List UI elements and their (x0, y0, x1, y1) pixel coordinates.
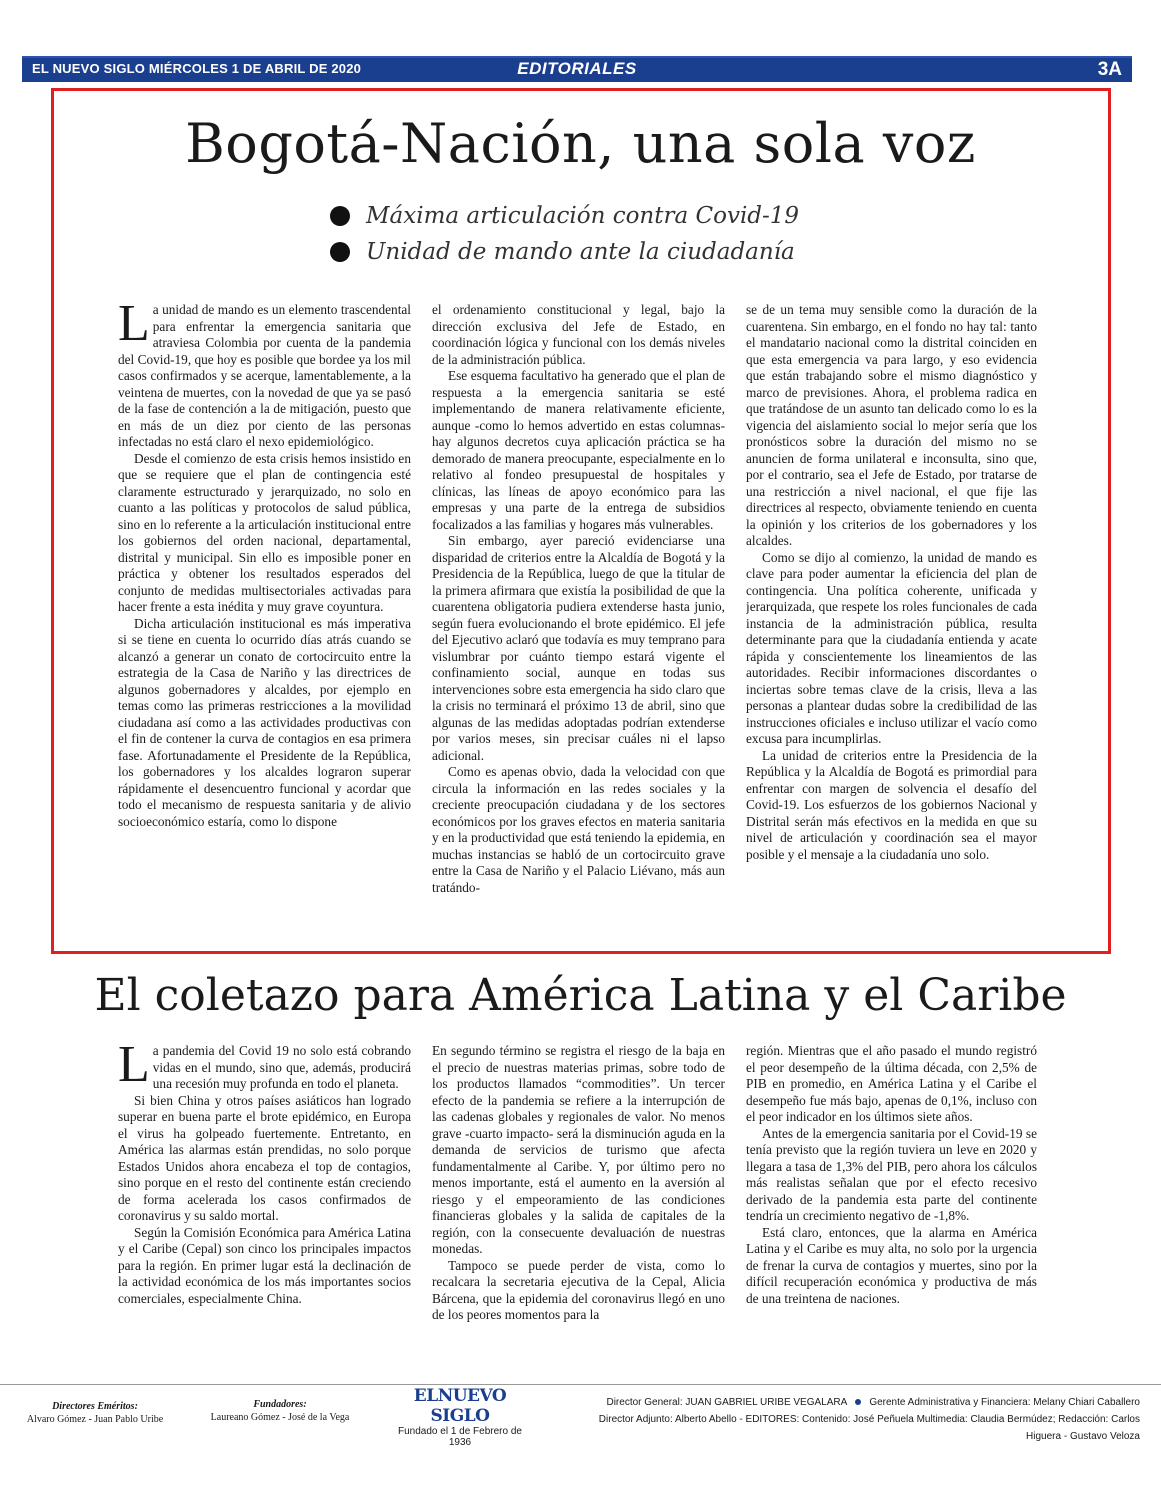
drop-cap: L (118, 302, 150, 352)
gerente: Gerente Administrativa y Financiera: Melany Chiari Caballero (869, 1397, 1140, 1408)
paragraph: En segundo término se registra el riesgo de la baja en el precio de nuestras materias primas, sobre todo de los productos llamados “commodities”. Un tercer efecto de la pandemia se refiere a la interrupción de las cadenas globales y regionales de valor. No menos grave -cuarto impacto- será la disminución aguda en la demanda de servicios de turismo que afecta fundamentalmente al Caribe. Y, por último pero no menos importante, está el aumento en la aversión al riesgo y el empeoramiento de las condiciones financieras globales y la salida de capitales de la región, con la consecuente devaluación de nuestras monedas. (432, 1043, 725, 1256)
editorial1-column-1 (118, 302, 411, 934)
paragraph: La unidad de mando es un elemento trascendental para enfrentar la emergencia sanitaria que atraviesa Colombia por cuenta de la pandemia del Covid-19, que hoy es posible que bordee ya los mil casos confirmados y se acerque, lamentablemente, a la veintena de muertes, con la novedad de que ya se pasó de la fase de contención a la de mitigación, puesto que en más de un diez por ciento de las personas infectadas no está claro el nexo epidemiológico. (118, 302, 411, 449)
bullet-dot-icon (330, 206, 350, 226)
editorial1-column-3 (746, 302, 1037, 934)
bullet-item (330, 234, 799, 270)
bullet-item (330, 198, 799, 234)
page-number: 3A (1097, 59, 1122, 80)
masthead-date: EL NUEVO SIGLO MIÉRCOLES 1 DE ABRIL DE 2020 (32, 61, 362, 76)
newspaper-logo (395, 1386, 525, 1448)
staff-line-2: Director Adjunto: Alberto Abello - EDITORES: Contenido: José Peñuela Multimedia: Claudia Bermúdez; Redacción: Carlos Higuera - Gustavo Veloza (598, 1414, 1140, 1442)
paragraph: Antes de la emergencia sanitaria por el Covid-19 se tenía previsto que la región tuviera un leve en 2020 y llegara a tasa de 1,3% del PIB, pero ahora los cálculos más realistas señalan que por el efecto recesivo derivado de la pandemia esta parte del continente tendría un crecimiento negativo de -1,8%. (746, 1125, 1037, 1223)
paragraph: Está claro, entonces, que la alarma en América Latina y el Caribe es muy alta, no solo por la urgencia de frenar la curva de contagios y muertes, sino por la difícil recuperación económica y productiva de más de una treintena de naciones. (746, 1224, 1037, 1306)
paragraph: Desde el comienzo de esta crisis hemos insistido en que se requiere que el plan de contingencia esté claramente estructurado y jerarquizado, no solo en cuanto a las políticas y protocolos de salud pública, sino en lo referente a la articulación institucional entre los gobiernos del orden nacional, departamental, distrital y municipal. Sin ello es imposible poner en práctica y obtener los resultados esperados del conjunto de medidas multisectoriales activadas para hacer frente a esta inédita y muy grave coyuntura. (118, 450, 411, 614)
paragraph: Dicha articulación institucional es más imperativa si se tiene en cuenta lo ocurrido días atrás cuando se alcanzó a generar un conato de cortocircuito entre la estrategia de la Casa de Nariño y las directrices de algunos gobernadores y alcaldes, por ejemplo en temas como las primeras restricciones a la movilidad ciudadana así como a las actividades productivas con el fin de contener la curva de contagios en esa primera fase. Afortunadamente el Presidente de la República, los gobernadores y los alcaldes lograron superar rápidamente el desencuentro funcional y acordar que todo el mecanismo de respuesta sanitaria y de alivio socioeconómico estaría, como lo dispone (118, 615, 411, 829)
staff-credits (580, 1394, 1140, 1445)
bullet-text: Unidad de mando ante la ciudadanía (366, 239, 795, 265)
paragraph: el ordenamiento constitucional y legal, bajo la dirección exclusiva del Jefe de Estado, en coordinación lógica y funcional con los demás niveles de la administración pública. (432, 302, 725, 367)
paragraph: Sin embargo, ayer pareció evidenciarse una disparidad de criterios entre la Alcaldía de Bogotá y la Presidencia de la República, luego de que la titular de la primera afirmara que existía la posibilidad de que la cuarentena obligatoria pudiera extenderse hasta junio, según fuera evolucionando el brote epidémico. El jefe del Ejecutivo aclaró que todavía es muy temprano para vislumbrar por cuánto tiempo estará vigente el confinamiento social, aunque en todas sus intervenciones sobre esta emergencia ha sido claro que la crisis no terminará el próximo 13 de abril, sino que algunas de las medidas adoptadas podrían extenderse por varios meses, sin precisar cuáles ni el lapso adicional. (432, 533, 725, 763)
director-general: Director General: JUAN GABRIEL URIBE VEGALARA (606, 1397, 848, 1408)
paragraph: región. Mientras que el año pasado el mundo registró el peor desempeño de la última década, con 2,5% de PIB en promedio, en América Latina y el Caribe el desempeño fue más bajo, apenas de 0,1%, incluso con el peor indicador en los últimos siete años. (746, 1043, 1037, 1124)
footer-emeritos (20, 1400, 170, 1426)
editorial1-column-2 (432, 302, 725, 934)
masthead (22, 56, 1132, 82)
paragraph: La unidad de criterios entre la Presidencia de la República y la Alcaldía de Bogotá es primordial para enfrentar con margen de solvencia el desafío del Covid-19. Los esfuerzos de los gobiernos Nacional y Distrital serán más efectivos en la medida en que su nivel de articulación y coordinación sea el mayor posible y el mensaje a la ciudadanía uno solo. (746, 747, 1037, 862)
paragraph: Según la Comisión Económica para América Latina y el Caribe (Cepal) son cinco los principales impactos para la región. En primer lugar está la declinación de la actividad económica de los más importantes socios comerciales, especialmente China. (118, 1224, 411, 1306)
paragraph: Ese esquema facultativo ha generado que el plan de respuesta a la emergencia sanitaria se esté implementando de manera relativamente eficiente, aunque -como lo hemos advertido en estas columnas- hay algunos decretos cuya aplicación práctica se ha demorado de manera preocupante, especialmente en lo relativo al fondeo presupuestal de hospitales y clínicas, las líneas de apoyo económico para las empresas y una parte de la entrega de subsidios focalizados a las familias y hogares más vulnerables. (432, 368, 725, 532)
paragraph: Como se dijo al comienzo, la unidad de mando es clave para poder aumentar la eficiencia del plan de contingencia. Una política coherente, unificada y jerarquizada, que respete los roles funcionales de cada instancia de la administración pública, resulta determinante para que la ciudadanía entienda y acate rápida y conscientemente los lineamientos de las autoridades. Recibir informaciones discordantes o inciertas sobre temas clave de la crisis, lleva a las personas a plantear dudas sobre la credibilidad de las instrucciones oficiales e incluso utilizar el vacío como excusa para incumplirlas. (746, 549, 1037, 746)
logo-text: ELNUEVO SIGLO (413, 1386, 507, 1426)
bullet-text: Máxima articulación contra Covid-19 (366, 203, 800, 229)
editorial2-title: El coletazo para América Latina y el Caribe (94, 970, 1067, 1021)
staff-line-1 (580, 1394, 1140, 1411)
editorial2-column-1 (118, 1043, 411, 1361)
footer-fundadores (205, 1398, 355, 1424)
editorial1-bullets (330, 198, 799, 270)
paragraph: Tampoco se puede perder de vista, como lo recalcara la secretaria ejecutiva de la Cepal, Alicia Bárcena, que la epidemia del coronavirus llegó en uno de los peores momentos para la (432, 1257, 725, 1322)
separator-dot-icon (855, 1399, 861, 1405)
paragraph: Como es apenas obvio, dada la velocidad con que circula la información en las redes sociales y la creciente preocupación ciudadana y de los sectores económicos por los graves efectos en materia sanitaria y en la productividad que está teniendo la epidemia, en muchas instancias se habló de un cortocircuito grave entre la Casa de Nariño y el Palacio Liévano, más aun tratándo- (432, 764, 725, 895)
editorial2-column-2 (432, 1043, 725, 1361)
footer-label: Directores Eméritos: (52, 1401, 138, 1412)
footer-label: Fundadores: (253, 1399, 307, 1410)
footer-names: Laureano Gómez - José de la Vega (210, 1412, 350, 1423)
editorial1-title: Bogotá-Nación, una sola voz (185, 112, 976, 175)
paragraph: se de un tema muy sensible como la duración de la cuarentena. Sin embargo, en el fondo no hay tal: tanto el mandatario nacional como la distrital coinciden en que esta emergencia va para largo, y eso evidencia que están trabajando sobre el mismo diagnóstico y marco de previsiones. Ahora, el problema radica en que tratándose de un asunto tan delicado como lo es la vigencia del aislamiento social lo mejor sería que los pronósticos sobre la duración del mismo no se anuncien de forma unilateral e inconsulta, sino que, por el contrario, sea el Jefe de Estado, por tratarse de una restricción a nivel nacional, el que fije las directrices al respecto, obviamente teniendo en cuenta la opinión y los criterios de los gobernadores y los alcaldes. (746, 302, 1037, 548)
paragraph: La pandemia del Covid 19 no solo está cobrando vidas en el mundo, sino que, además, producirá una recesión muy profunda en todo el planeta. (118, 1043, 411, 1093)
editorial2-column-3 (746, 1043, 1037, 1361)
bullet-dot-icon (330, 242, 350, 262)
footer-names: Alvaro Gómez - Juan Pablo Uribe (26, 1414, 164, 1425)
founded-date: Fundado el 1 de Febrero de 1936 (398, 1426, 522, 1448)
paragraph: Si bien China y otros países asiáticos han logrado superar en buena parte el brote epidémico, en Europa el virus ha golpeado fuertemente. Entretanto, en América las alarmas están prendidas, no solo porque Estados Unidos ahora encabeza el top de contagios, sino porque en el resto del continente están creciendo de forma acelerada los casos confirmados de coronavirus y su saldo mortal. (118, 1092, 411, 1223)
section-title: EDITORIALES (517, 59, 637, 78)
drop-cap: L (118, 1043, 150, 1093)
